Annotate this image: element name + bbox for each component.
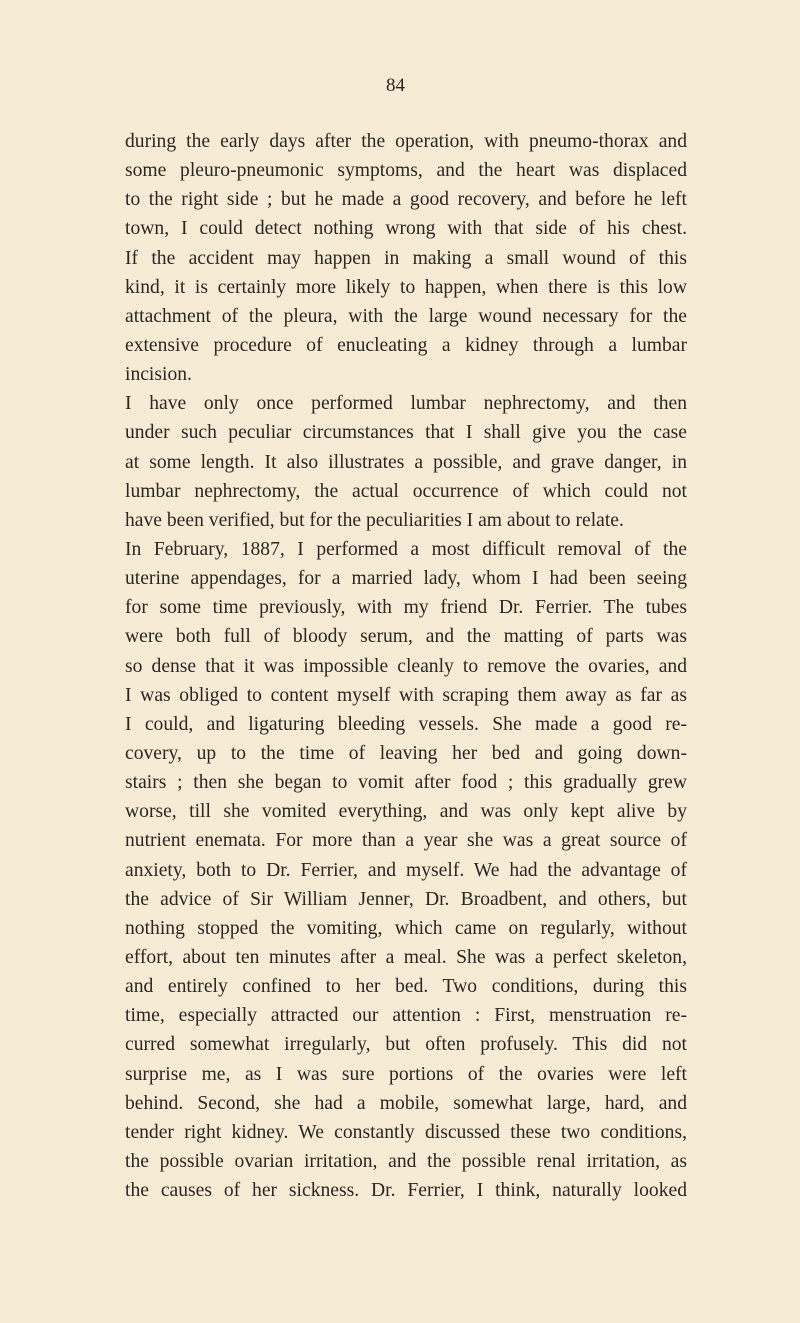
text-line: attachment of the pleura, with the large wound necessary for the	[125, 305, 687, 327]
text-line: lumbar nephrectomy, the actual occurrence of which could not	[125, 480, 687, 502]
text-line: If the accident may happen in making a small wound of this	[125, 247, 687, 269]
text-line: surprise me, as I was sure portions of the ovaries were left	[125, 1063, 687, 1085]
text-line: to the right side ; but he made a good recovery, and before he left	[125, 189, 687, 211]
text-line: tender right kidney. We constantly discussed these two conditions,	[125, 1121, 687, 1143]
page-number: 84	[386, 75, 405, 96]
text-line: for some time previously, with my friend Dr. Ferrier. The tubes	[125, 597, 687, 619]
text-line: behind. Second, she had a mobile, somewhat large, hard, and	[125, 1092, 687, 1114]
text-line: incision.	[125, 364, 192, 386]
text-line: anxiety, both to Dr. Ferrier, and myself. We had the advantage of	[125, 859, 687, 881]
text-line: kind, it is certainly more likely to happen, when there is this low	[125, 276, 687, 298]
text-line: covery, up to the time of leaving her bed and going down-	[125, 742, 687, 764]
text-line: were both full of bloody serum, and the matting of parts was	[125, 626, 687, 648]
text-line: effort, about ten minutes after a meal. She was a perfect skeleton,	[125, 946, 687, 968]
text-line: have been verified, but for the peculiarities I am about to relate.	[125, 509, 624, 531]
text-line: and entirely confined to her bed. Two conditions, during this	[125, 976, 687, 998]
text-line: so dense that it was impossible cleanly to remove the ovaries, and	[125, 655, 687, 677]
text-line: nutrient enemata. For more than a year she was a great source of	[125, 830, 687, 852]
text-line: the advice of Sir William Jenner, Dr. Broadbent, and others, but	[125, 888, 687, 910]
text-line: time, especially attracted our attention : First, menstruation re-	[125, 1005, 687, 1027]
text-line: I could, and ligaturing bleeding vessels. She made a good re-	[125, 713, 687, 735]
text-line: under such peculiar circumstances that I shall give you the case	[125, 422, 687, 444]
text-line: town, I could detect nothing wrong with that side of his chest.	[125, 218, 687, 240]
text-line: I have only once performed lumbar nephrectomy, and then	[125, 393, 687, 415]
text-line: the possible ovarian irritation, and the possible renal irritation, as	[125, 1150, 687, 1172]
text-line: In February, 1887, I performed a most difficult removal of the	[125, 538, 687, 560]
text-line: during the early days after the operation, with pneumo-thorax and	[125, 131, 687, 152]
text-line: at some length. It also illustrates a possible, and grave danger, in	[125, 451, 687, 473]
text-line: some pleuro-pneumonic symptoms, and the heart was displaced	[125, 160, 687, 182]
text-line: extensive procedure of enucleating a kidney through a lumbar	[125, 334, 687, 356]
text-line: I was obliged to content myself with scraping them away as far as	[125, 684, 687, 706]
text-line: uterine appendages, for a married lady, whom I had been seeing	[125, 568, 687, 590]
text-line: stairs ; then she began to vomit after food ; this gradually grew	[125, 772, 687, 794]
text-line: curred somewhat irregularly, but often profusely. This did not	[125, 1034, 687, 1056]
text-line: the causes of her sickness. Dr. Ferrier, I think, naturally looked	[125, 1180, 687, 1202]
body-text	[125, 127, 687, 1205]
text-line: nothing stopped the vomiting, which came on regularly, without	[125, 917, 687, 939]
text-line: worse, till she vomited everything, and was only kept alive by	[125, 801, 687, 823]
